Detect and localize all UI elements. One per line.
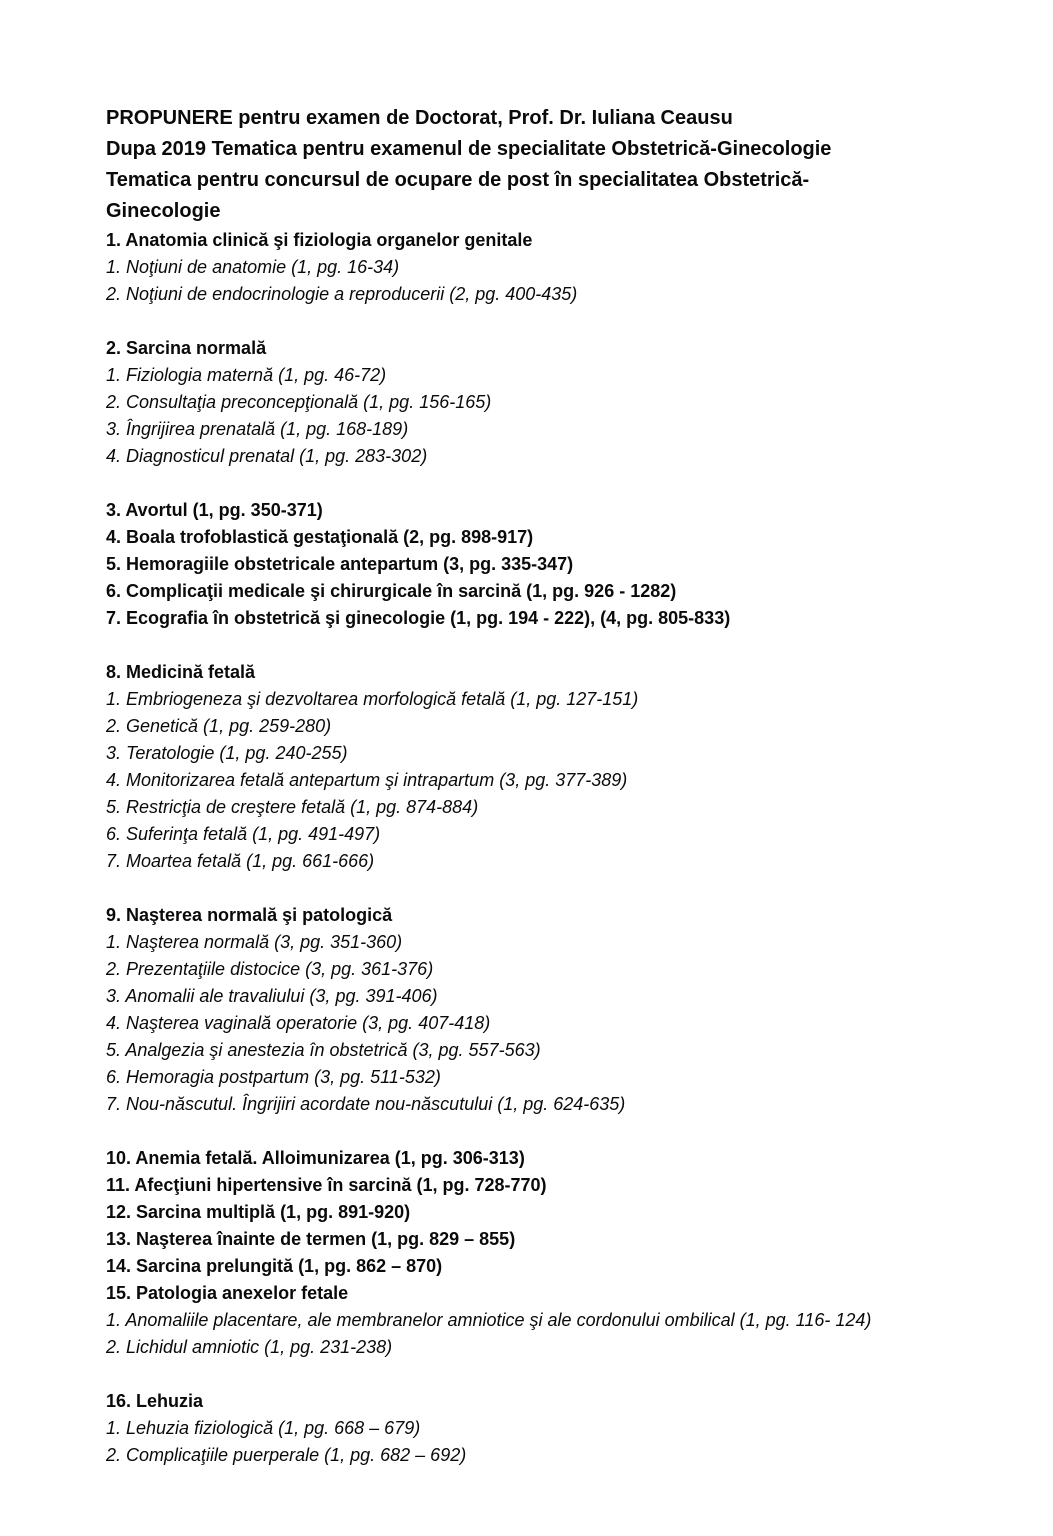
document-line: 1. Anomaliile placentare, ale membranelor amniotice şi ale cordonului ombilical (1, pg. 116- 124) bbox=[106, 1310, 872, 1330]
document-line: 2. Noţiuni de endocrinologie a reproducerii (2, pg. 400-435) bbox=[106, 284, 578, 304]
document-line: 4. Naşterea vaginală operatorie (3, pg. 407-418) bbox=[106, 1013, 491, 1033]
document-line: 1. Anatomia clinică şi fiziologia organelor genitale bbox=[106, 230, 533, 250]
document-line: 2. Lichidul amniotic (1, pg. 231-238) bbox=[106, 1337, 393, 1357]
document-line: 9. Naşterea normală şi patologică bbox=[106, 905, 393, 925]
document-line: 5. Analgezia şi anestezia în obstetrică (3, pg. 557-563) bbox=[106, 1040, 541, 1060]
document-line: 12. Sarcina multiplă (1, pg. 891-920) bbox=[106, 1202, 411, 1222]
document-line: 6. Complicaţii medicale şi chirurgicale în sarcină (1, pg. 926 - 1282) bbox=[106, 581, 677, 601]
document-line: 1. Naşterea normală (3, pg. 351-360) bbox=[106, 932, 403, 952]
document-line: 4. Boala trofoblastică gestaţională (2, pg. 898-917) bbox=[106, 527, 534, 547]
document-line: 1. Noţiuni de anatomie (1, pg. 16-34) bbox=[106, 257, 400, 277]
blank-line bbox=[106, 1361, 953, 1388]
document-line: 8. Medicină fetală bbox=[106, 662, 256, 682]
blank-line bbox=[106, 308, 953, 335]
document-line: 4. Diagnosticul prenatal (1, pg. 283-302) bbox=[106, 446, 428, 466]
document-line: 3. Îngrijirea prenatală (1, pg. 168-189) bbox=[106, 419, 409, 439]
document-line: 1. Fiziologia maternă (1, pg. 46-72) bbox=[106, 365, 387, 385]
blank-line bbox=[106, 1118, 953, 1145]
document-line: Dupa 2019 Tematica pentru examenul de specialitate Obstetrică-Ginecologie bbox=[106, 138, 832, 160]
document-line: 3. Avortul (1, pg. 350-371) bbox=[106, 500, 323, 520]
document-line: 2. Sarcina normală bbox=[106, 338, 267, 358]
document-line: 15. Patologia anexelor fetale bbox=[106, 1283, 349, 1303]
blank-line bbox=[106, 875, 953, 902]
document-line: 11. Afecţiuni hipertensive în sarcină (1, pg. 728-770) bbox=[106, 1175, 547, 1195]
document-line: 2. Genetică (1, pg. 259-280) bbox=[106, 716, 332, 736]
document-line: 2. Prezentaţiile distocice (3, pg. 361-376) bbox=[106, 959, 434, 979]
document-line: 10. Anemia fetală. Alloimunizarea (1, pg. 306-313) bbox=[106, 1148, 525, 1168]
document-line: 1. Embriogeneza şi dezvoltarea morfologică fetală (1, pg. 127-151) bbox=[106, 689, 639, 709]
blank-line bbox=[106, 632, 953, 659]
document-line: 13. Naşterea înainte de termen (1, pg. 829 – 855) bbox=[106, 1229, 516, 1249]
document-line: 7. Nou-născutul. Îngrijiri acordate nou-născutului (1, pg. 624-635) bbox=[106, 1094, 626, 1114]
document-line: 2. Consultaţia preconcepţională (1, pg. 156-165) bbox=[106, 392, 492, 412]
document-line: 6. Hemoragia postpartum (3, pg. 511-532) bbox=[106, 1067, 441, 1087]
document-line: 1. Lehuzia fiziologică (1, pg. 668 – 679) bbox=[106, 1418, 421, 1438]
document-line: 2. Complicaţiile puerperale (1, pg. 682 – 692) bbox=[106, 1445, 467, 1465]
document-line: 3. Anomalii ale travaliului (3, pg. 391-406) bbox=[106, 986, 438, 1006]
document-line: 7. Ecografia în obstetrică şi ginecologie (1, pg. 194 - 222), (4, pg. 805-833) bbox=[106, 608, 731, 628]
document-line: 16. Lehuzia bbox=[106, 1391, 204, 1411]
document-line: 6. Suferinţa fetală (1, pg. 491-497) bbox=[106, 824, 381, 844]
document-line: 4. Monitorizarea fetală antepartum şi intrapartum (3, pg. 377-389) bbox=[106, 770, 628, 790]
document-line: 7. Moartea fetală (1, pg. 661-666) bbox=[106, 851, 375, 871]
document-line: 3. Teratologie (1, pg. 240-255) bbox=[106, 743, 348, 763]
document-line: 14. Sarcina prelungită (1, pg. 862 – 870) bbox=[106, 1256, 443, 1276]
document-line: Tematica pentru concursul de ocupare de post în specialitatea Obstetrică- bbox=[106, 169, 810, 191]
blank-line bbox=[106, 470, 953, 497]
document-line: PROPUNERE pentru examen de Doctorat, Prof. Dr. Iuliana Ceausu bbox=[106, 107, 733, 129]
document-line: 5. Hemoragiile obstetricale antepartum (3, pg. 335-347) bbox=[106, 554, 574, 574]
document-line: 5. Restricţia de creştere fetală (1, pg. 874-884) bbox=[106, 797, 479, 817]
document-line: Ginecologie bbox=[106, 200, 221, 222]
